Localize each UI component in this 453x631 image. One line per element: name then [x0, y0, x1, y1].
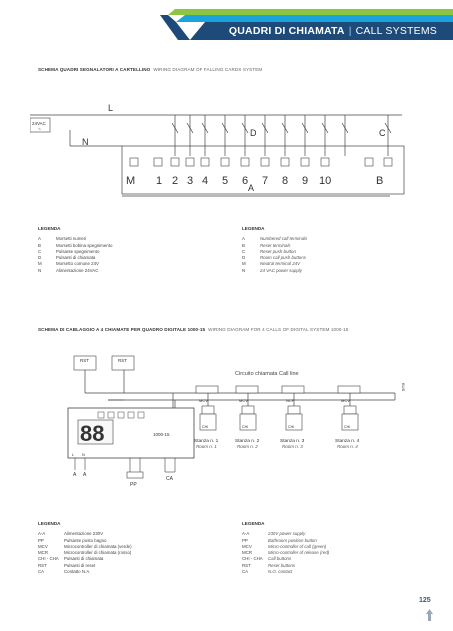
section2-heading-en: WIRING DIAGRAM FOR 4 CALLS OF DIGITAL SYSTEM 1000-15	[208, 327, 349, 332]
mcv-module-3	[282, 386, 304, 393]
legend-row: C Reset push-button	[242, 248, 296, 254]
model-label: 1000-15	[153, 432, 170, 437]
legend-row: A Morsetti numeri	[38, 236, 87, 242]
terminal-l: L	[72, 452, 75, 457]
terminal-10: 10	[319, 175, 332, 187]
legend-row: D Room call push buttons	[242, 255, 306, 261]
chi-label-2: CHI	[242, 425, 249, 429]
room-2-en: Room n. 2	[237, 444, 258, 449]
terminal-1: 1	[156, 175, 163, 187]
title-separator: |	[348, 25, 352, 37]
terminal-B: B	[376, 175, 384, 187]
section1-heading-en: WIRING DIAGRAM OF FALLING CARDS SYSTEM	[153, 67, 263, 72]
room-4-it: Stanza n. 4	[335, 439, 360, 444]
supply-a-1: A	[73, 472, 77, 478]
legend-row: MCV Microcontroller di chiamata (verde)	[38, 543, 132, 549]
section2-heading-it: SCHEMA DI CABLAGGIO A 4 CHIAMATE PER QUADRO DIGITALE 1000-15	[38, 327, 206, 332]
mcv-label-4: MCV	[341, 398, 350, 403]
title-italian: QUADRI DI CHIAMATA	[228, 25, 345, 37]
legend-title: LEGENDA	[242, 226, 265, 231]
legend-row: B Reset terminals	[242, 242, 291, 248]
legend-row: A-A 230V power supply	[242, 531, 306, 537]
mcv-module-1	[196, 386, 218, 393]
section2-heading	[38, 327, 348, 332]
legend-row: N Alimentazione 24VAC	[38, 267, 99, 273]
terminal-9: 9	[302, 175, 309, 187]
terminal-2: 2	[172, 175, 179, 187]
legend-row: C Pulsante spegnimento	[38, 248, 100, 254]
terminal-3: 3	[187, 175, 194, 187]
legend-row: RST Reset buttons	[242, 562, 296, 568]
terminal-5: 5	[222, 175, 229, 187]
label-A: A	[248, 183, 255, 193]
label-D: D	[250, 128, 257, 138]
legend-row: PP Pulsante posto bagno	[38, 537, 107, 543]
legend-row: B Morsetti bobina spegnimento	[38, 242, 113, 248]
digital-system-wiring-diagram	[30, 348, 430, 518]
bathroom-button	[127, 472, 143, 478]
section1-heading-it: SCHEMA QUADRI SEGNALATORI A CARTELLINO	[38, 67, 151, 72]
terminal-M: M	[126, 175, 136, 187]
display-digits: 88	[80, 421, 105, 446]
chi-label-4: CHI	[344, 425, 351, 429]
room-1-it: Stanza n. 1	[194, 439, 219, 444]
legend-row: N 24 VAC power supply	[242, 267, 302, 273]
title-english: CALL SYSTEMS	[355, 25, 437, 37]
call-line-label: Circuito chiamata Call line	[235, 371, 299, 377]
supply-a-2: A	[83, 472, 87, 478]
room-3-it: Stanza n. 3	[280, 439, 305, 444]
terminal-n: N	[82, 452, 85, 457]
section2-legend-it	[38, 521, 132, 575]
mcv-label-2: MCV	[239, 398, 248, 403]
room-1-en: Room n. 1	[196, 444, 217, 449]
label-L: L	[108, 103, 114, 113]
terminal-6: 6	[242, 175, 249, 187]
label-supply-tilde: ~	[38, 127, 41, 133]
falling-cards-wiring-diagram	[30, 90, 430, 210]
legend-row: CHI - CHA Pulsanti di chiamata	[38, 556, 104, 562]
legend-row: D Pulsanti di chiamata	[38, 255, 96, 261]
legend-row: PP Bathroom position button	[242, 537, 317, 543]
legend-row: CA Contatto N.A.	[38, 569, 91, 575]
legend-title: LEGENDA	[38, 226, 61, 231]
mcv-label-1: MCV	[199, 398, 208, 403]
page-title	[229, 25, 437, 37]
legend-row: M Morsetto comune 24V	[38, 261, 99, 267]
legend-row: MCR Microcontroller di chiamata (rosso)	[38, 550, 132, 556]
terminal-8: 8	[282, 175, 289, 187]
legend-row: A-A Alimentazione 230V	[38, 531, 104, 537]
room-3-en: Room n. 3	[282, 444, 303, 449]
chi-label-3: CHI	[288, 425, 295, 429]
label-C: C	[379, 128, 386, 138]
legend-row: M Neutral terminal 24V	[242, 261, 301, 267]
legend-row: CHI - CHA Call buttons	[242, 556, 292, 562]
terminal-7: 7	[262, 175, 269, 187]
legend-title: LEGENDA	[242, 521, 265, 526]
label-N: N	[82, 137, 89, 147]
ca-label: CA	[166, 476, 173, 482]
room-2-it: Stanza n. 2	[235, 439, 260, 444]
rst-label-1: RST	[80, 358, 89, 363]
legend-row: CA N.O. contact	[242, 569, 293, 575]
ncf-label: NCF	[286, 398, 295, 403]
mcv-module-2	[236, 386, 258, 393]
mcv-module-4	[338, 386, 360, 393]
rst-label-2: RST	[118, 358, 127, 363]
page-marker-icon	[426, 609, 433, 621]
terminal-4: 4	[202, 175, 209, 187]
legend-title: LEGENDA	[38, 521, 61, 526]
section2-legend-en	[242, 521, 329, 575]
legend-row: RST Pulsanti di reset	[38, 562, 96, 568]
section1-legend-en	[242, 226, 307, 274]
pp-label: PP	[130, 482, 137, 488]
legend-row: A Numbered call terminals	[242, 236, 308, 242]
label-supply: 24VAC	[32, 121, 46, 126]
page-number: 125	[419, 597, 431, 604]
section1-legend-it	[38, 226, 112, 274]
legend-row: MCR Micro-controller of release (red)	[242, 550, 330, 556]
room-4-en: Room n. 4	[337, 444, 358, 449]
legend-row: MCV Micro-controller of call (green)	[242, 543, 327, 549]
chi-label-1: CHI	[202, 425, 209, 429]
bus-label: BUS	[401, 383, 406, 392]
section1-heading	[38, 67, 262, 72]
